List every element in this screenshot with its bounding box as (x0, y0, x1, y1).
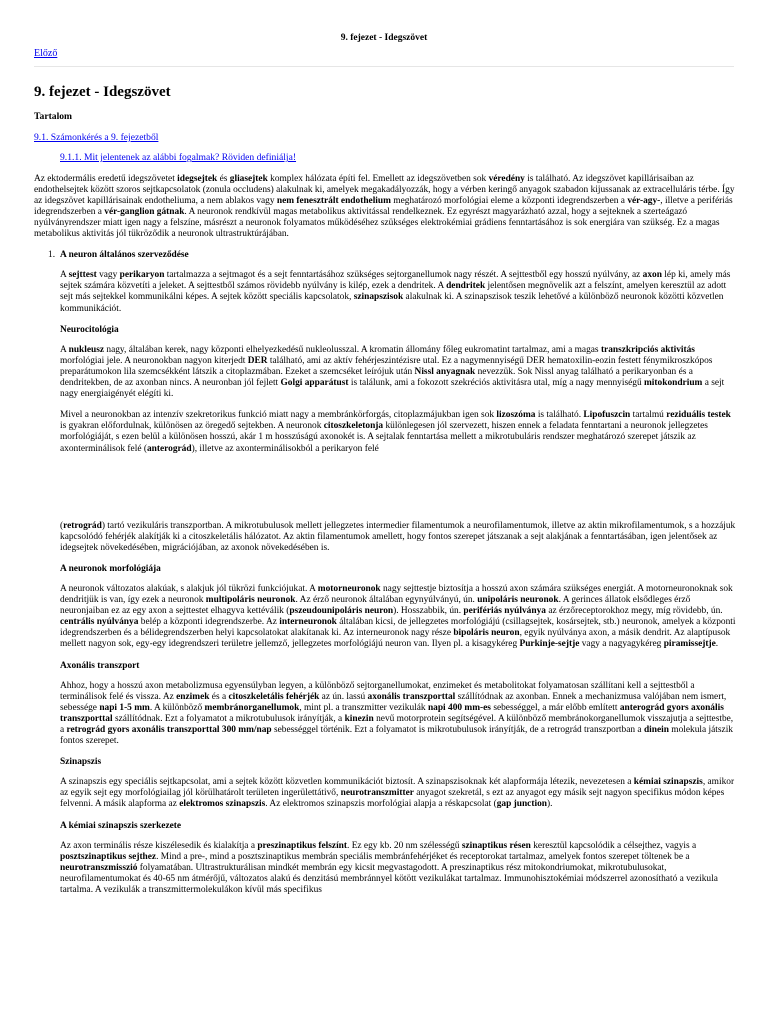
bold-term: gliasejtek (229, 173, 268, 184)
text-run: A neuronok változatos alakúak, s alakjuk jól tükrözi funkciójukat. A (60, 583, 318, 594)
text-run: ), illetve az axonterminálisokból a perikaryon felé (191, 443, 379, 454)
text-run: és (217, 173, 230, 184)
chapter-heading: 9. fejezet - Idegszövet (34, 84, 171, 100)
bold-term: citoszkeletális fehérjék (228, 691, 320, 702)
bold-term: Nissl anyagnak (414, 366, 476, 377)
text-run: és a (209, 691, 229, 702)
bold-term: interneuronok (279, 617, 337, 628)
text-run: általában kicsi, de jellegzetes morfológiájú (csillagsejtek, kosársejtek, stb.) neuronok, amelyek a központi idegrendszerben és a bélidegrendszerben helyi kapcsolatokat alakítanak ki. Az interneuronok nagy része (60, 617, 736, 639)
bold-term: enzimek (176, 691, 210, 702)
synapse-paragraph (60, 777, 736, 810)
text-run: tartalmazza a sejtmagot és a sejt fenntartásához szükséges sejtorganellumok nagy részét. A sejttestből egy hosszú nyúlvány, az (164, 270, 643, 281)
bold-term: perifériás nyúlványa (463, 606, 546, 617)
axonal-transport-paragraph (60, 681, 736, 748)
text-run: anyagot szekretál, s ezt az anyagot egy másik sejt nagyon specifikus módon képes felvenni. A másik alapforma az (60, 788, 725, 810)
bold-term: napi 1-5 mm (99, 702, 150, 713)
intro-paragraph (34, 174, 736, 241)
toc-link-section[interactable]: 9.1. Számonkérés a 9. fejezetből (34, 132, 159, 143)
bold-term: gap junction (496, 799, 547, 810)
text-run: , illetve a perifériás idegrendszerben a (34, 195, 733, 217)
text-run: is gyakran előfordulnak, különösen az öregedő sejtekben. A neuronok (60, 421, 324, 432)
text-run: . Az elektromos szinapszis morfológiai alapja a réskapcsolat ( (265, 799, 497, 810)
text-run: A szinapszis egy speciális sejtkapcsolat, ami a sejtek között közvetlen kommunikációt biztosít. A szinapszisoknak két alapformája létezik, nevezetesen a (60, 777, 634, 788)
text-run: az érzőreceptorokhoz megy, míg rövidebb, ún. (545, 606, 723, 617)
text-run: ). Hosszabbik, ún. (393, 606, 464, 617)
bold-term: anterográd gyors axonális transzporttal (60, 702, 724, 724)
bold-term: nem fenesztrált endothelium (276, 195, 391, 206)
list-item-heading (48, 250, 736, 261)
neurocytology-paragraph-2 (60, 410, 736, 454)
text-run: sebességgel, a már előbb említett (490, 702, 620, 713)
neurocytology-paragraph-1 (60, 345, 736, 400)
bold-term: DER (247, 355, 268, 366)
text-run: vagy a nagyagykéreg (579, 639, 664, 650)
bold-term: membránorganellumok (204, 702, 300, 713)
neurocytology-paragraph-3 (60, 521, 736, 554)
text-run: szállítódnak. Ezt a folyamatot a mikrotubulusok irányítják, a (112, 713, 345, 724)
text-run: is található. (535, 410, 584, 421)
section-heading-axonal-transport: Axonális transzport (60, 660, 140, 671)
bold-term: nukleusz (68, 344, 105, 355)
text-run: komplex hálózata építi fel. Emellett az idegszövetben sok (267, 173, 489, 184)
text-run: ). (546, 799, 553, 810)
text-run: . Mind a pre-, mind a posztszinaptikus membrán speciális membránfehérjéket és receptorokat tartalmaz, amelyek fontos szerepet töltenek be a (156, 851, 690, 862)
text-run: vagy (96, 270, 120, 281)
bold-term: citoszkeletonja (323, 421, 384, 432)
text-run: meghatározó morfológiai eleme a központi idegrendszerben a (390, 195, 628, 206)
bold-term: mitokondrium (644, 378, 703, 389)
list-item-number: 1. (48, 250, 56, 261)
bold-term: szinapszisok (353, 292, 404, 303)
text-run: . A neuronok rendkívül magas metabolikus aktivitással rendelkeznek. Ez egyrészt magyarázható azzal, hogy a sejteknek a szerteágazó nyúlványrendszer miatt igen nagy a felszíne, másrészt a neuronok folyamatos működéséhez szükséges elektrokémiai grádiens fenntartásához is sok energiára van szükség. Ez a magas metabolikus aktivitás jól tükröződik a neuronok ultrastruktúrájában. (34, 206, 720, 240)
text-run: az ún. lassú (319, 691, 368, 702)
bold-term: dinein (643, 725, 669, 735)
bold-term: axonális transzporttal (367, 691, 456, 702)
toc-link-subsection[interactable]: 9.1.1. Mit jelentenek az alábbi fogalmak? Röviden definiálja! (60, 152, 297, 164)
bold-term: véredény (488, 173, 525, 184)
text-run: Az ektodermális eredetű idegszövetet (34, 173, 178, 184)
bold-term: preszinaptikus felszínt (257, 840, 348, 851)
text-run: lép ki, amely más sejtek számára közvetíti a jeleket. A sejttestből számos rövidebb nyúlvány is kilép, ezek a dendritek. A (60, 270, 731, 292)
bold-term: napi 400 mm-es (427, 702, 491, 713)
bold-term: vér-ganglion gátnak (104, 206, 185, 217)
text-run: molekula játszik fontos szerepet. (60, 725, 733, 747)
text-run: Ahhoz, hogy a hosszú axon metabolizmusa egyensúlyban legyen, a különböző sejtorganellumokat, enzimeket és metabolitokat folyamatosan szállítani kell a sejttestből a terminálisok felé és vissza. Az (60, 680, 695, 702)
text-run: különlegesen jól szervezett, hiszen ennek a feladata fenntartani a neuronok jellegzetes morfológiáját, s ezen belül a különösen hosszú, akár 1 m hosszúságú axonokét is. A sejtalak fenntartása mellett a mikrotubuláris rendszer meghatározó szerepet játszik az axonterminálisok felé ( (60, 421, 708, 454)
bold-term: bipoláris neuron (453, 628, 520, 639)
text-run: Mivel a neuronokban az intenzív szekretorikus funkció miatt nagy a membránkörforgás, citoplazmájukban igen sok (60, 410, 497, 421)
bold-term: szinaptikus résen (461, 840, 531, 851)
text-run: keresztül kapcsolódik a célsejthez, vagyis a (530, 840, 697, 851)
morphology-paragraph (60, 584, 736, 651)
bold-term: elektromos szinapszis (179, 799, 266, 810)
list-item-title: A neuron általános szerveződése (60, 250, 189, 261)
text-run: , mint pl. a transzmitter vezikulák (299, 702, 428, 713)
text-run: is található. Az idegszövet kapillárisaiban az endothelsejtek között szoros sejtkapcsolatok (zonula occludens) alakulnak ki, amelyek megakadályozzák, hogy a vérben keringő anyagok szabadon kijussanak az extracelluláris térbe. Így az idegszövet kapillárisainak endotheliuma, a nem ablakos vagy (34, 173, 735, 206)
bold-term: sejttest (68, 270, 97, 281)
text-run: is találunk, ami a fokozott szekréciós aktivitásra utal, míg a nagy mennyiségű (348, 378, 644, 389)
page-break-gap (34, 465, 736, 521)
text-run: A (60, 270, 69, 281)
header-divider (34, 66, 734, 67)
text-run: . (715, 639, 719, 650)
bold-term: kémiai szinapszis (633, 777, 703, 788)
bold-term: dendritek (446, 281, 486, 292)
section-heading-chemical-synapse: A kémiai szinapszis szerkezete (60, 820, 182, 831)
bold-term: Lipofuszcin (583, 410, 631, 421)
bold-term: unipoláris neuronok (477, 595, 559, 606)
section-heading-synapse: Szinapszis (60, 757, 102, 768)
bold-term: kinezin (344, 713, 374, 724)
prev-link[interactable]: Előző (34, 48, 58, 59)
text-run: . A különböző (149, 702, 205, 713)
text-run: , egyik nyúlványa axon, a másik dendrit. Az alaptípusok mellett nagyon sok, egy-egy idegrendszeri területre jellemző, jellegzetes morfológiájú neuron van. Ilyen pl. a kisagykéreg (60, 628, 731, 650)
bold-term: centrális nyúlványa (60, 617, 139, 628)
header-title: 9. fejezet - Idegszövet (340, 33, 428, 43)
text-run: ( (60, 520, 64, 531)
text-run: morfológiai jele. A neuronokban nagyon kiterjedt (60, 355, 248, 366)
bold-term: pszeudounipoláris neuron (289, 606, 394, 617)
bold-term: transzkripciós aktivitás (600, 344, 695, 355)
text-run: nevű motorprotein segítségével. A különböző membránokorganellumok visszajutja a sejttestbe, a (60, 713, 734, 735)
text-run: . A gerinces állatok elsődleges érző neuronjaiban ez az egy axon a sejttestet elhagyva kettéválik ( (60, 595, 691, 617)
bold-term: motorneuronok (317, 583, 381, 594)
bold-term: posztszinaptikus sejthez (60, 851, 157, 862)
document-header (0, 0, 768, 66)
bold-term: anterográd (146, 443, 192, 454)
text-run: jelentősen megnövelik azt a felszínt, amelyen keresztül az adott sejt más sejtekkel kommunikálni képes. A sejtek között speciális kapcsolatok, (60, 281, 727, 303)
text-run: . Ez egy kb. 20 nm szélességű (347, 840, 462, 851)
bold-term: idegsejtek (177, 173, 218, 184)
text-run: nevezzük. Sok Nissl anyag található a perikaryonban és a dendritekben, de az axonban nincs. A neuronban jól fejlett (60, 366, 693, 389)
document-body (34, 70, 736, 906)
bold-term: lizoszóma (496, 410, 536, 421)
text-run: található, ami az aktív fehérjeszintézisre utal. Ez a nagymennyiségű DER hematoxilin-eozin festett fénymikroszkópos preparátumokon lila szemcsékként látszik a citoplazmában. Ezeket a szemcséket leírójuk után (60, 355, 713, 377)
text-run: sebességgel történik. Ezt a folyamatot is mikrotubulusok irányítják, de a retrográd transzportban a (271, 725, 644, 735)
neuron-paragraph (60, 270, 736, 314)
bold-term: neurotranszmitter (340, 788, 414, 799)
text-run: szállítódnak az axonban. Ennek a mechanizmusa valójában nem ismert, sebessége (60, 691, 727, 713)
text-run: alakulnak ki. A szinapszisok teszik lehetővé a különböző neuronok közötti közvetlen kommunikációt. (60, 292, 724, 314)
text-run: . Az érző neuronok általában egynyúlványú, ún. (295, 595, 478, 606)
text-run: nagy, általában kerek, nagy központi elhelyezkedésű nukleolusszal. A kromatin állomány főleg eukromatint tartalmaz, ami a magas (104, 344, 601, 355)
text-run: tartalmú (630, 410, 667, 421)
section-heading-morphology: A neuronok morfológiája (60, 563, 161, 574)
text-run: A (60, 344, 69, 355)
bold-term: reziduális testek (666, 410, 731, 421)
bold-term: neurotranszmisszió (60, 862, 138, 873)
bold-term: vér-agy- (627, 195, 661, 206)
bold-term: piramissejtje (663, 639, 716, 650)
chemical-synapse-paragraph (60, 841, 736, 896)
text-run: folyamatában. Ultrastrukturálisan mindkét membrán egy kicsit megvastagodott. A preszinaptikus rész mitokondriumokat, mikrotubulusokat, neurofilamentumokat és 40-65 nm átmérőjű, változatos alakú és denzitású membránnyel kötött vezikulákat tartalmaz. Immunohisztokémiai módszerrel azonosítható a vezikula tartalma. A vezikulák a transzmittermolekulákon kívül más specifikus (60, 862, 718, 896)
bold-term: retrográd (63, 520, 102, 531)
bold-term: perikaryon (119, 270, 165, 281)
text-run: belép a központi idegrendszerbe. Az (138, 617, 280, 628)
bold-term: Purkinje-sejtje (519, 639, 580, 650)
section-heading-neurocytology: Neurocitológia (60, 324, 119, 335)
text-run: ) tartó vezikuláris transzportban. A mikrotubulusok mellett jellegzetes intermedier filamentumok a neurofilamentumok, illetve az aktin mikrofilamentumok, s a hozzájuk kapcsolódó fehérjék alakítják ki a citoszkeletális hálózatot. Az aktin filamentumok amellett, hogy fontos szerepet játszanak a sejt alakjának a fenntartásában, igen jelentősek az idegsejtek növekedésében, migrációjában, az axonok növekedésében is. (60, 520, 736, 553)
text-run: Az axon terminális része kiszélesedik és kialakítja a (60, 840, 258, 851)
text-run: nagy sejttestje biztosítja a hosszú axon számára szükséges energiát. A motorneuronoknak sok dendritjük is van, így ezek a neuronok (60, 583, 733, 606)
bold-term: multipoláris neuronok (205, 595, 296, 606)
text-run: a sejt nagy energiaigényét elégíti ki. (60, 378, 725, 400)
text-run: , amikor az egyik sejt egy morfológiailag jól körülhatárolt területen ingerülettátivő, (60, 777, 735, 799)
bold-term: retrográd gyors axonális transzporttal 300 mm/nap (66, 725, 272, 735)
bold-term: axon (642, 270, 662, 281)
toc-title: Tartalom (34, 110, 73, 122)
bold-term: Golgi apparátust (280, 378, 349, 389)
